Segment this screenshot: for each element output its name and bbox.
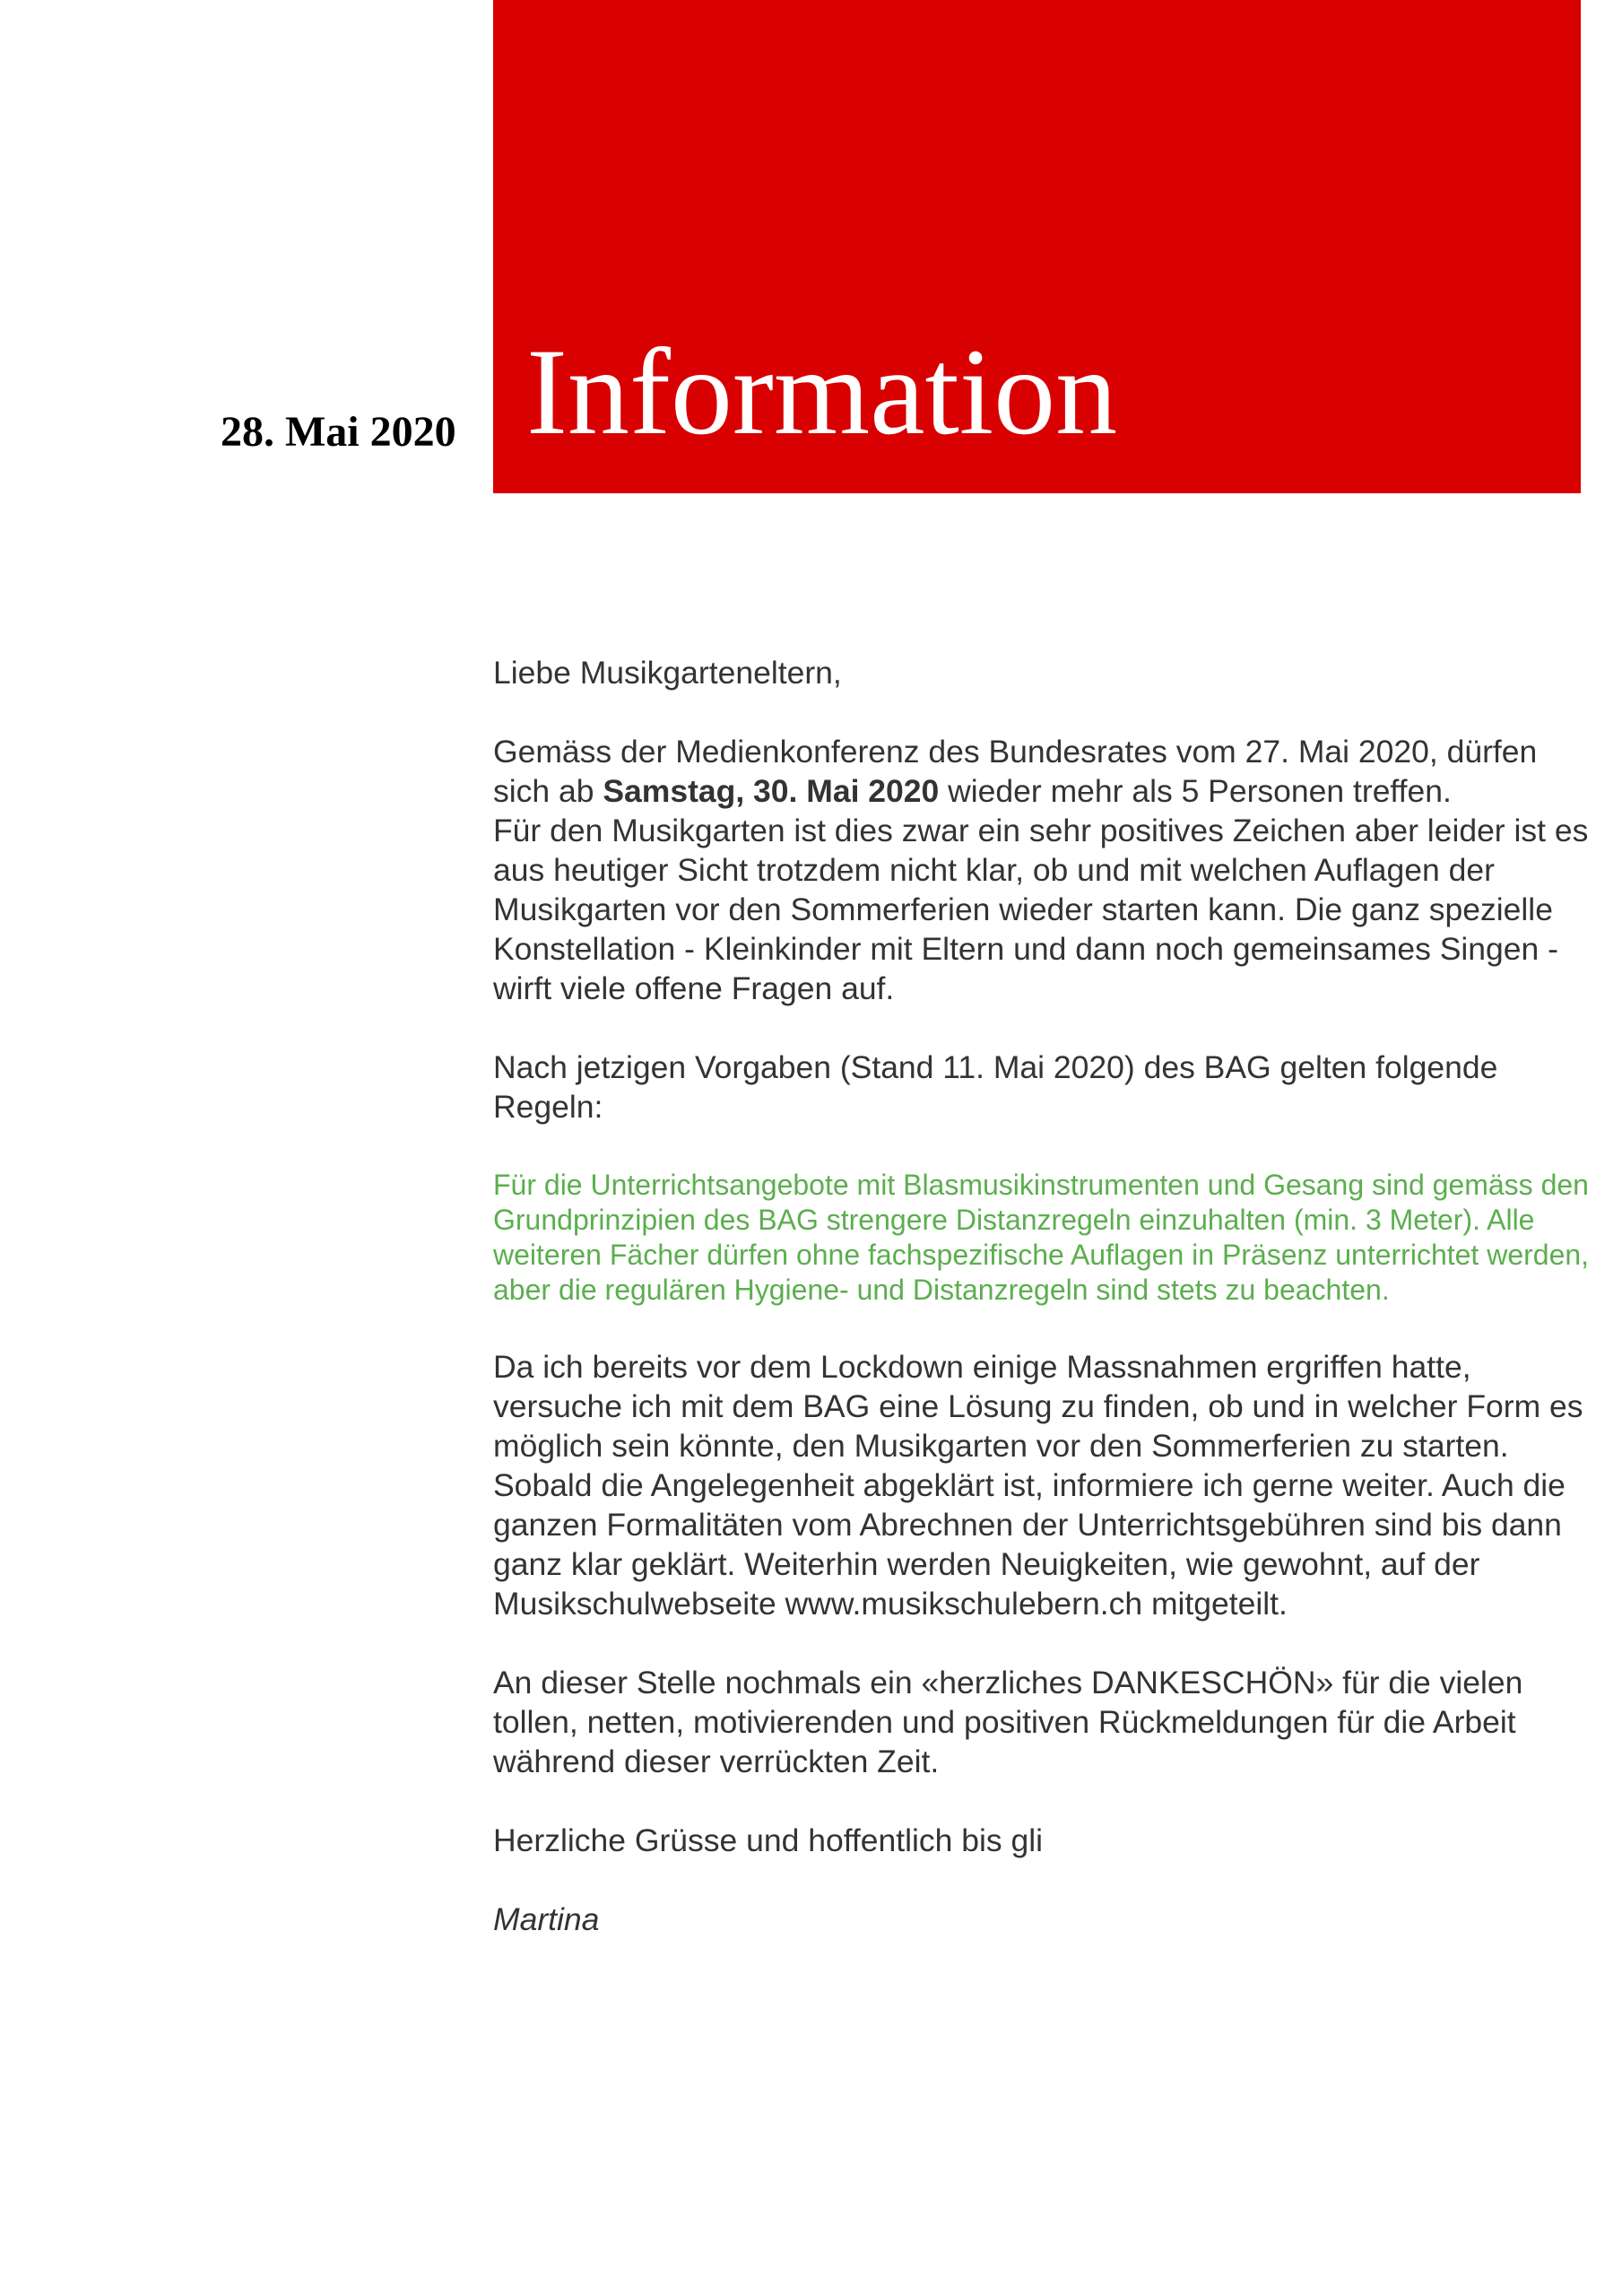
paragraph-measures: Da ich bereits vor dem Lockdown einige Massnahmen ergriffen hatte, versuche ich mit dem BAG eine Lösung zu finden, ob und in welcher Form es möglich sein könnte, den Musikgarten vor den Sommerferien zu starten. Sobald die Angelegenheit abgeklärt ist, informiere ich gerne weiter. Auch die ganzen Formalitäten vom Abrechnen der Unterrichtsgebühren sind bis dann ganz klar geklärt. Weiterhin werden Neuigkeiten, wie gewohnt, auf der Musikschulwebseite www.musikschulebern.ch mitgeteilt. bbox=[493, 1349, 1583, 1622]
salutation: Liebe Musikgarteneltern, bbox=[493, 655, 842, 691]
document-date: 28. Mai 2020 bbox=[221, 408, 456, 456]
page-title: Information bbox=[526, 323, 1118, 460]
letter-body bbox=[493, 653, 1596, 1939]
paragraph-thanks: An dieser Stelle nochmals ein «herzliches DANKESCHÖN» für die vielen tollen, netten, motivierenden und positiven Rückmeldungen für die Arbeit während dieser verrückten Zeit. bbox=[493, 1665, 1523, 1779]
highlighted-date: Samstag, 30. Mai 2020 bbox=[603, 773, 940, 809]
paragraph-intro-text-2: wieder mehr als 5 Personen treffen. bbox=[939, 773, 1452, 809]
paragraph-situation: Für den Musikgarten ist dies zwar ein sehr positives Zeichen aber leider ist es aus heutiger Sicht trotzdem nicht klar, ob und mit welchen Auflagen der Musikgarten vor den Sommerferien wieder starten kann. Die ganz spezielle Konstellation - Kleinkinder mit Eltern und dann noch gemeinsames Singen - wirft viele offene Fragen auf. bbox=[493, 813, 1589, 1006]
rules-quote: Für die Unterrichtsangebote mit Blasmusikinstrumenten und Gesang sind gemäss den Grundprinzipien des BAG strengere Distanzregeln einzuhalten (min. 3 Meter). Alle weiteren Fächer dürfen ohne fachspezifische Auflagen in Präsenz unterrichtet werden, aber die regulären Hygiene- und Distanzregeln sind stets zu beachten. bbox=[493, 1169, 1590, 1306]
paragraph-intro-text-1: Gemäss der Medienkonferenz des Bundesrates vom 27. Mai 2020, dürfen sich ab bbox=[493, 734, 1538, 809]
closing-line: Herzliche Grüsse und hoffentlich bis gli bbox=[493, 1822, 1044, 1858]
paragraph-intro bbox=[493, 732, 1596, 811]
signature: Martina bbox=[493, 1901, 600, 1937]
paragraph-rules-intro: Nach jetzigen Vorgaben (Stand 11. Mai 2020) des BAG gelten folgende Regeln: bbox=[493, 1049, 1498, 1125]
